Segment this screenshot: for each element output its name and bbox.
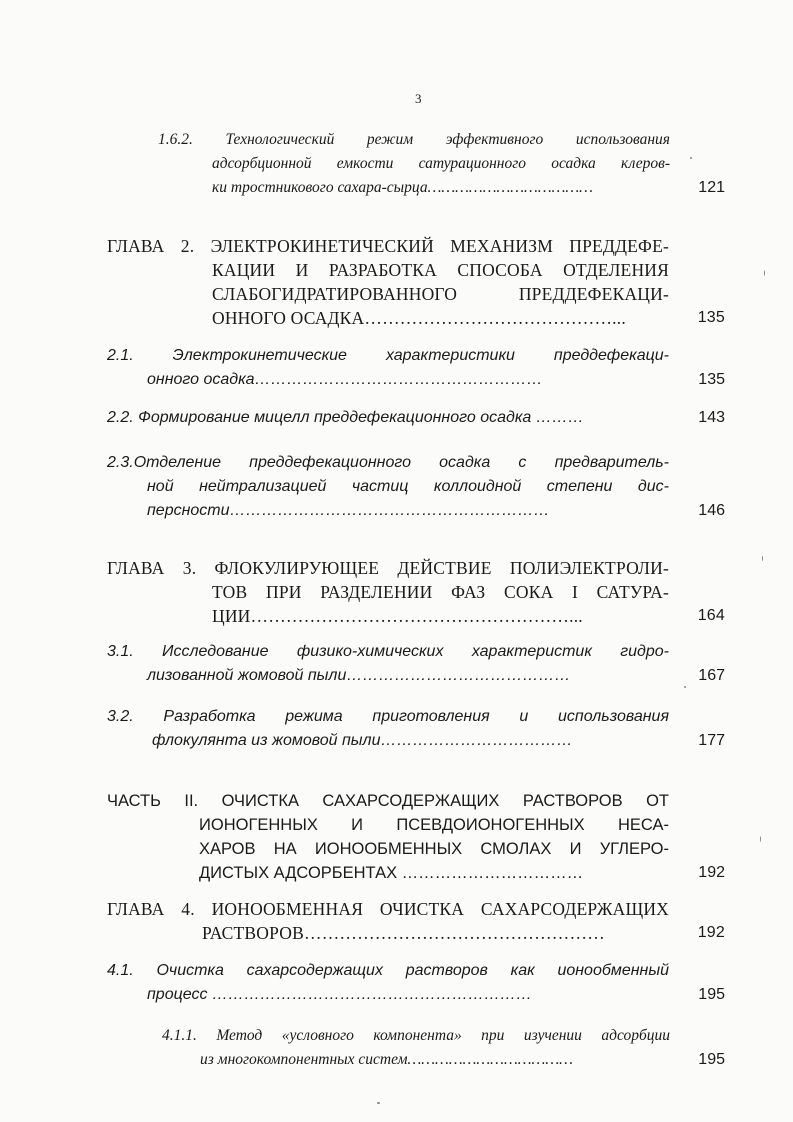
toc-entry-line: флокулянта из жомовой пыли………………………………	[152, 732, 573, 749]
toc-entry-part-2[interactable]	[107, 789, 725, 885]
toc-entry-line: 3.1. Исследование физико-химических характеристик гидро-	[107, 643, 669, 660]
toc-entry-line: 2.2. Формирование мицелл преддефекационного осадка ………	[107, 409, 584, 426]
toc-entry-line: СЛАБОГИДРАТИРОВАННОГО ПРЕДДЕФЕКАЦИ-	[212, 284, 669, 304]
toc-entry-3-1[interactable]	[107, 640, 725, 688]
toc-page-number: 167	[698, 667, 725, 684]
scan-speck	[762, 556, 763, 561]
toc-entry-line: ДИСТЫХ АДСОРБЕНТАХ ……………………………	[199, 864, 584, 882]
scan-speck	[764, 270, 765, 276]
toc-entry-line: адсорбционной емкости сатурационного осадка клеров-	[212, 155, 670, 172]
toc-entry-line: ГЛАВА 2. ЭЛЕКТРОКИНЕТИЧЕСКИЙ МЕХАНИЗМ ПРЕДДЕФЕ-	[107, 236, 669, 256]
toc-page-number: 135	[698, 371, 725, 388]
toc-entry-line: 2.1. Электрокинетические характеристики преддефекаци-	[107, 347, 669, 364]
toc-entry-chapter-4[interactable]	[107, 897, 725, 945]
toc-entry-2-3[interactable]	[107, 451, 725, 523]
toc-entry-line: 4.1. Очистка сахарсодержащих растворов как ионообменный	[107, 962, 669, 979]
toc-entry-chapter-2[interactable]	[107, 234, 725, 334]
toc-page-number: 177	[698, 732, 725, 749]
toc-page-number: 192	[698, 864, 725, 881]
scan-speck	[377, 1102, 380, 1104]
toc-entry-line: из многокомпонентных систем………………………………	[200, 1051, 573, 1068]
toc-page-number: 192	[697, 924, 725, 941]
toc-entry-line: ной нейтрализацией частиц коллоидной степени дис-	[147, 478, 669, 495]
toc-entry-line: онного осадка………………………………………………	[147, 371, 543, 388]
toc-entry-line: ИОНОГЕННЫХ И ПСЕВДОИОНОГЕННЫХ НЕСА-	[199, 816, 669, 834]
toc-entry-1-6-2[interactable]	[158, 128, 725, 200]
scan-speck	[684, 686, 686, 688]
toc-entry-line: 2.3.Отделение преддефекационного осадка с предваритель-	[107, 454, 669, 471]
toc-entry-chapter-3[interactable]	[107, 556, 725, 628]
toc-entry-4-1-1[interactable]	[162, 1024, 725, 1072]
toc-page-number: 146	[698, 502, 725, 519]
toc-entry-3-2[interactable]	[107, 705, 725, 753]
toc-entry-line: ЦИИ………………………………………………...	[212, 606, 583, 626]
scan-speck	[690, 157, 692, 159]
toc-entry-line: 3.2. Разработка режима приготовления и использования	[107, 708, 669, 725]
toc-page-number: 143	[698, 409, 725, 426]
toc-entry-line: процесс ……………………………………………………	[147, 986, 532, 1003]
toc-entry-line: 4.1.1. Метод «условного компонента» при изучении адсорбции	[162, 1027, 670, 1044]
toc-entry-line: ГЛАВА 3. ФЛОКУЛИРУЮЩЕЕ ДЕЙСТВИЕ ПОЛИЭЛЕКТРОЛИ-	[107, 558, 669, 578]
toc-entry-2-1[interactable]	[107, 344, 725, 392]
toc-entry-line: ТОВ ПРИ РАЗДЕЛЕНИИ ФАЗ СОКА I САТУРА-	[212, 582, 669, 602]
toc-entry-line: ки тростникового сахара-сырца………………………………	[212, 179, 593, 196]
toc-entry-line: 1.6.2. Технологический режим эффективного использования	[158, 131, 670, 148]
page-number: 3	[415, 91, 422, 106]
toc-entry-line: ОННОГО ОСАДКА……………………………………...	[212, 308, 626, 328]
toc-entry-line: ЧАСТЬ II. ОЧИСТКА САХАРСОДЕРЖАЩИХ РАСТВОРОВ ОТ	[107, 792, 669, 810]
toc-entry-line: лизованной жомовой пыли……………………………………	[147, 667, 571, 684]
toc-entry-line: персности……………………………………………………	[147, 502, 550, 519]
scan-speck	[760, 836, 761, 842]
toc-page-number: 135	[697, 309, 725, 326]
toc-entry-4-1[interactable]	[107, 959, 725, 1007]
toc-entry-line: ХАРОВ НА ИОНООБМЕННЫХ СМОЛАХ И УГЛЕРО-	[199, 840, 669, 858]
toc-entry-2-2[interactable]	[107, 406, 725, 430]
toc-page-number: 195	[698, 1051, 725, 1068]
toc-entry-line: РАСТВОРОВ……………………………………………	[202, 923, 605, 943]
toc-page-number: 121	[698, 179, 725, 196]
toc-page-number: 164	[697, 607, 725, 624]
toc-page-number: 195	[698, 986, 725, 1003]
toc-entry-line: КАЦИИ И РАЗРАБОТКА СПОСОБА ОТДЕЛЕНИЯ	[212, 260, 669, 280]
toc-entry-line: ГЛАВА 4. ИОНООБМЕННАЯ ОЧИСТКА САХАРСОДЕРЖАЩИХ	[107, 899, 669, 919]
